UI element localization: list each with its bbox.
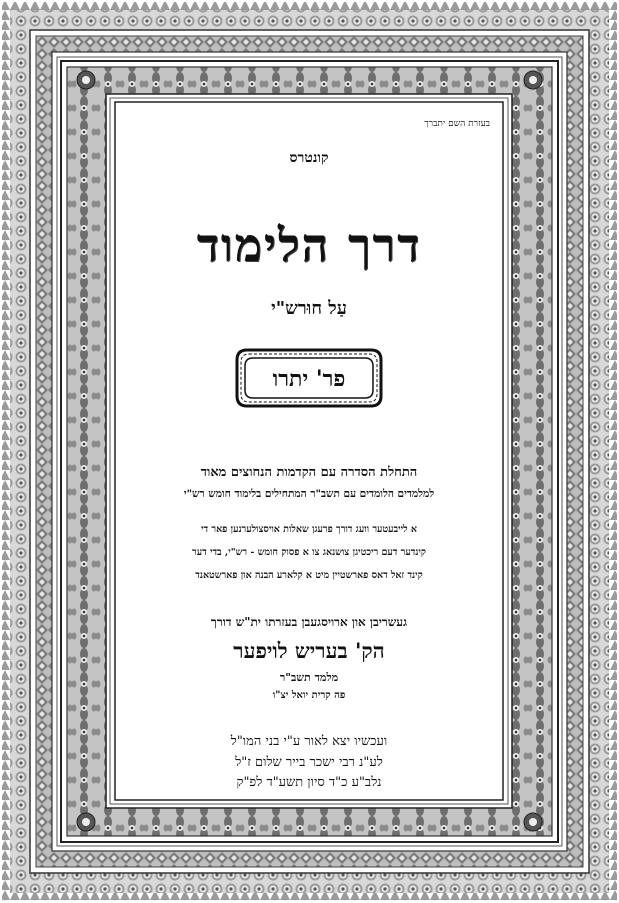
yiddish-line-2: קינדער דעם ריכטיגן צושנאג צו א פסוק חומש - רש"י, בדי דער bbox=[192, 547, 426, 558]
author-place: פה קרית יואל יצ"ו bbox=[272, 690, 346, 701]
parsha-frame bbox=[235, 348, 383, 408]
yiddish-line-3: קינד זאל דאס פארשטיין מיט א קלארע הבנה און פארשטאנד bbox=[195, 570, 423, 581]
dedication-line-1: ועכשיו יצא לאור ע"י בני המו"ל bbox=[230, 734, 388, 749]
author-name: הק' בעריש לויפער bbox=[233, 638, 385, 663]
kuntres-label: קונטרס bbox=[289, 150, 329, 166]
description-line-2: למלמדים הלומדים עם תשב"ר המתחילים בלימוד חומש רש"י bbox=[183, 488, 435, 500]
yiddish-line-1: א לייבעטער וועג דורך פרעגן שאלות אויסצולערנען פאר די bbox=[201, 524, 417, 535]
dedication-line-2: לע"נ רבי ישכר בייר שלום ז"ל bbox=[235, 755, 383, 770]
blessing-header: בעזרת השם יתברך bbox=[424, 119, 490, 129]
main-title: דרך הלימוד bbox=[196, 218, 422, 272]
dedication-line-3: נלב"ע כ"ד סיון תשע"ד לפ"ק bbox=[236, 775, 382, 790]
author-role: מלמד תשב"ר bbox=[279, 671, 339, 684]
subtitle: עַל חוּרש"י bbox=[271, 298, 347, 319]
parsha-name: פר' יתרו bbox=[272, 366, 346, 392]
title-page bbox=[118, 104, 500, 798]
description-line-1: התחלת הסדרה עם הקדמות הנחוצים מאוד bbox=[200, 465, 418, 480]
written-by-line: געשריבן און ארויסגעבן בעזרתו ית"ש דורך bbox=[210, 615, 408, 629]
